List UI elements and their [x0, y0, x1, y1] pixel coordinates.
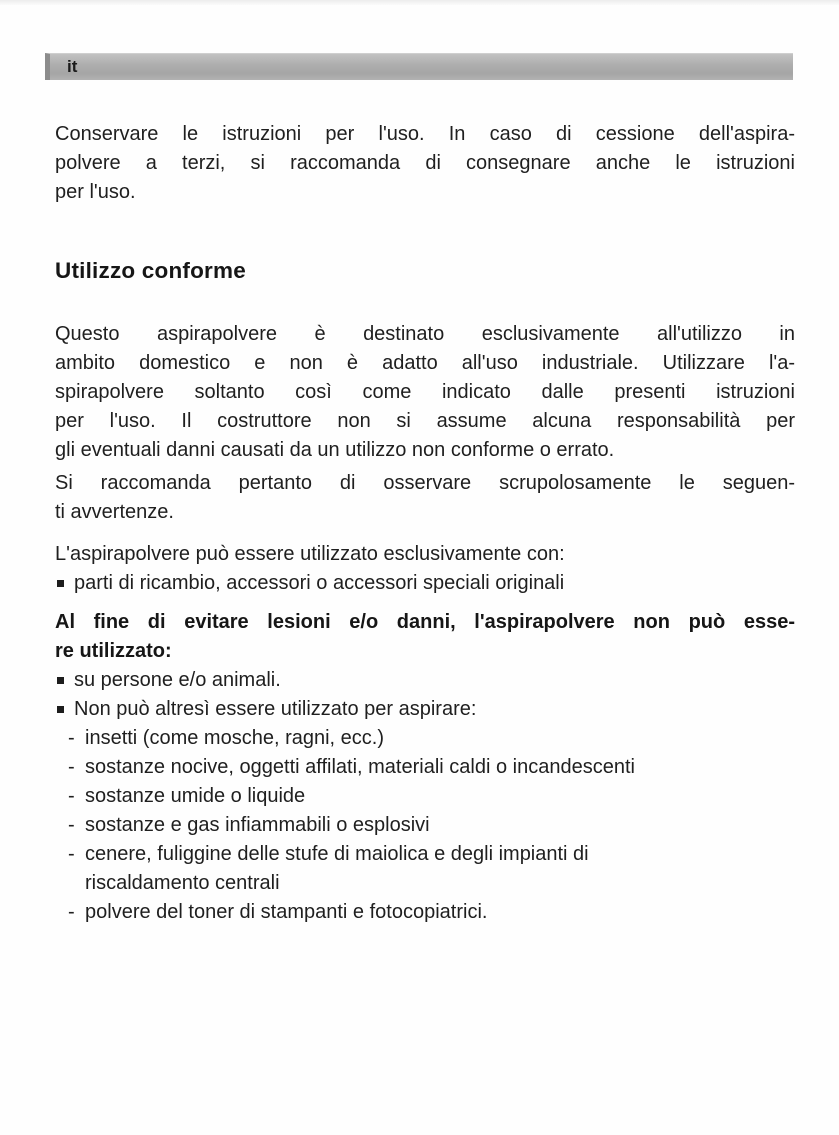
dash-icon: -: [68, 814, 75, 836]
square-bullet-icon: [57, 677, 64, 684]
dash-item-text: insetti (come mosche, ragni, ecc.): [85, 727, 384, 749]
dash-item-toner-dust: [55, 898, 795, 927]
square-bullet-icon: [57, 706, 64, 713]
paragraph-accessories-intro: L'aspirapolvere può essere utilizzato esclusivamente con:: [55, 543, 565, 565]
language-code-label: it: [67, 57, 78, 76]
dash-item-flammable-substances: [55, 811, 795, 840]
warning-heading: Al fine di evitare lesioni e/o danni, l'aspirapolvere non può esse- re utilizzato:: [55, 611, 795, 662]
dash-item-text: sostanze e gas infiammabili o esplosivi: [85, 814, 430, 836]
dash-icon: -: [68, 901, 75, 923]
dash-item-harmful-substances: [55, 753, 795, 782]
dash-item-text: sostanze umide o liquide: [85, 785, 306, 807]
bullet-text-not-for-vacuuming: Non può altresì essere utilizzato per aspirare:: [74, 698, 477, 720]
bullet-text-accessories: parti di ricambio, accessori o accessori speciali originali: [74, 572, 565, 594]
dash-icon: -: [68, 785, 75, 807]
page-content: [55, 0, 795, 927]
dash-icon: -: [68, 756, 75, 778]
section-heading-intended-use: Utilizzo conforme: [55, 258, 246, 283]
dash-item-text: sostanze nocive, oggetti affilati, materiali caldi o incandescenti: [85, 756, 635, 778]
paragraph-keep-instructions: Conservare le istruzioni per l'uso. In caso di cessione dell'aspira- polvere a terzi, si raccomanda di consegnare anche le istruzioni per l'uso.: [55, 123, 795, 203]
paragraph-intended-use: Questo aspirapolvere è destinato esclusivamente all'utilizzo in ambito domestico e non è adatto all'uso industriale. Utilizzare l'a- spirapolvere soltanto così come indicato dalle presenti istruzioni per l'uso. Il costruttore non si assume alcuna responsabilità per gli eventuali danni causati da un utilizzo non conforme o errato.: [55, 323, 795, 461]
paragraph-recommendation: Si raccomanda pertanto di osservare scrupolosamente le seguen- ti avvertenze.: [55, 472, 795, 523]
dash-item-text: polvere del toner di stampanti e fotocopiatrici.: [85, 901, 488, 923]
dash-item-ash-soot: [55, 840, 795, 898]
bullet-item-accessories: [55, 569, 795, 598]
dash-item-wet-substances: [55, 782, 795, 811]
bullet-item-persons-animals: [55, 666, 795, 695]
dash-icon: -: [68, 727, 75, 749]
dash-item-insects: [55, 724, 795, 753]
square-bullet-icon: [57, 580, 64, 587]
bullet-item-not-for-vacuuming: [55, 695, 795, 724]
dash-item-text: cenere, fuliggine delle stufe di maiolica e degli impianti di riscaldamento centrali: [85, 843, 589, 894]
dash-icon: -: [68, 843, 75, 865]
bullet-text-persons-animals: su persone e/o animali.: [74, 669, 281, 691]
forbidden-items-list: [55, 724, 795, 927]
